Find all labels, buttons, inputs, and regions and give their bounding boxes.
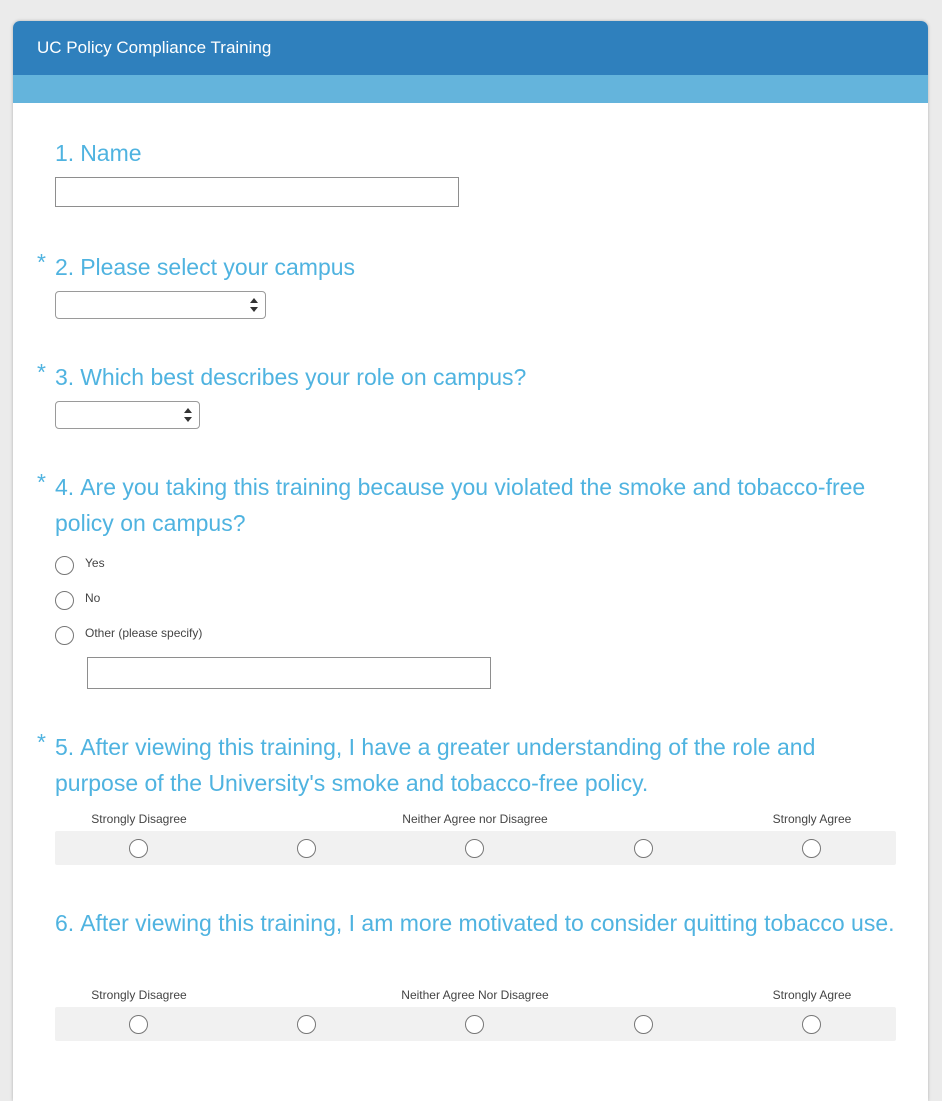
required-marker: * (37, 359, 46, 385)
survey-card (13, 21, 928, 1101)
likert-radio-1[interactable] (129, 839, 148, 858)
radio-no[interactable] (55, 591, 74, 610)
question-number: 2. (55, 254, 75, 280)
scale-label-mid: Neither Agree nor Disagree (402, 812, 548, 826)
question-text: After viewing this training, I am more motivated to consider quitting tobacco use. (80, 910, 895, 936)
chevron-updown-icon (249, 296, 259, 314)
likert-row-q6 (55, 1007, 896, 1041)
required-marker: * (37, 249, 46, 275)
survey-title: UC Policy Compliance Training (13, 21, 928, 75)
question-text: Are you taking this training because you violated the smoke and tobacco-free policy on campus? (55, 474, 866, 536)
question-4 (37, 469, 900, 541)
scale-label-high: Strongly Agree (772, 988, 852, 1002)
radio-other[interactable] (55, 626, 74, 645)
likert-radio-2[interactable] (297, 839, 316, 858)
required-marker: * (37, 469, 46, 495)
scale-label-low: Strongly Disagree (91, 988, 187, 1002)
role-select[interactable] (55, 401, 200, 429)
chevron-updown-icon (183, 406, 193, 424)
question-number: 3. (55, 364, 75, 390)
option-label-yes: Yes (85, 556, 105, 570)
likert-radio-2[interactable] (297, 1015, 316, 1034)
likert-radio-1[interactable] (129, 1015, 148, 1034)
option-label-no: No (85, 591, 101, 605)
likert-radio-5[interactable] (802, 839, 821, 858)
scale-labels (55, 988, 896, 1004)
question-5 (37, 729, 900, 801)
scale-label-mid: Neither Agree Nor Disagree (401, 988, 549, 1002)
question-number: 4. (55, 474, 75, 500)
question-6 (55, 905, 900, 941)
question-text: Which best describes your role on campus? (80, 364, 527, 390)
likert-radio-3[interactable] (465, 839, 484, 858)
likert-radio-5[interactable] (802, 1015, 821, 1034)
question-text: Please select your campus (80, 254, 356, 280)
question-number: 5. (55, 734, 75, 760)
question-text: After viewing this training, I have a greater understanding of the role and purpose of the University's smoke and tobacco-free policy. (55, 734, 816, 796)
question-number: 1. (55, 140, 75, 166)
name-input[interactable] (55, 177, 459, 207)
question-text: Name (80, 140, 142, 166)
question-number: 6. (55, 910, 75, 936)
campus-select[interactable] (55, 291, 266, 319)
likert-radio-4[interactable] (634, 1015, 653, 1034)
option-label-other: Other (please specify) (85, 626, 203, 640)
required-marker: * (37, 729, 46, 755)
progress-bar-area (13, 75, 928, 103)
question-1 (55, 135, 900, 171)
scale-label-high: Strongly Agree (772, 812, 852, 826)
likert-radio-4[interactable] (634, 839, 653, 858)
question-3 (37, 359, 900, 395)
radio-yes[interactable] (55, 556, 74, 575)
likert-radio-3[interactable] (465, 1015, 484, 1034)
question-2 (37, 249, 900, 285)
scale-label-low: Strongly Disagree (91, 812, 187, 826)
other-specify-input[interactable] (87, 657, 491, 689)
likert-row-q5 (55, 831, 896, 865)
scale-labels (55, 812, 896, 828)
